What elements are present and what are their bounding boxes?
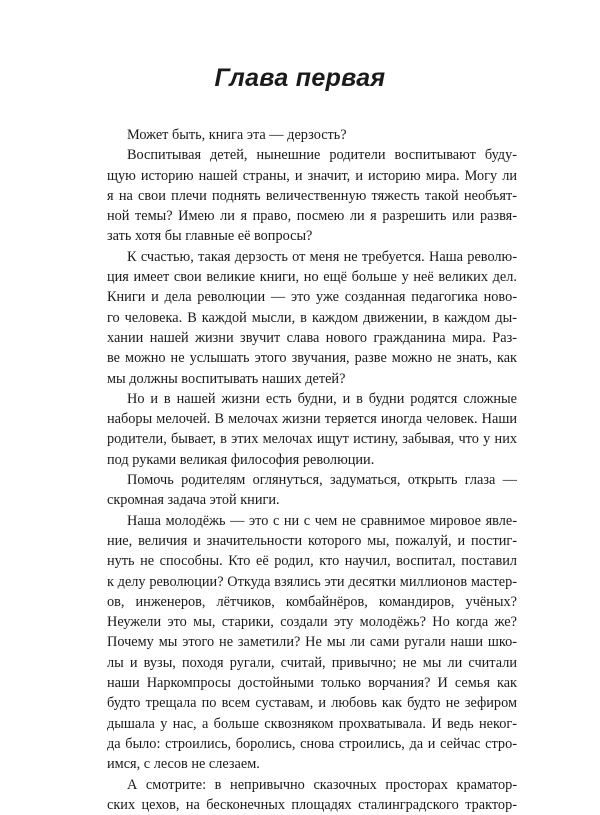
- text-line: под руками великая философия революции.: [107, 451, 375, 468]
- text-line: Но и в нашей жизни есть будни, и в будни родятся сложные: [127, 390, 517, 407]
- text-line: к делу революции? Откуда взялись эти десятки миллионов мастер-: [107, 573, 517, 590]
- text-line: Может быть, книга эта — дерзость?: [127, 127, 347, 143]
- text-line: наборы мелочей. В мелочах жизни теряется иногда человек. Наши: [107, 411, 517, 428]
- text-line: К счастью, такая дерзость от меня не требуется. Наша револю-: [127, 248, 517, 265]
- text-line: хании нашей жизни звучит слава нового гражданина мира. Раз-: [107, 329, 517, 346]
- text-line: Наша молодёжь — это с ни с чем не сравнимое мировое явле-: [127, 512, 517, 529]
- text-line: Помочь родителям оглянуться, задуматься, открыть глаза —: [127, 472, 517, 489]
- text-line: ов, инженеров, лётчиков, комбайнёров, командиров, учёных?: [107, 593, 517, 610]
- text-line: ция имеет свои великие книги, но ещё больше у неё великих дел.: [107, 269, 517, 286]
- text-line: мы должны воспитывать наших детей?: [107, 370, 346, 387]
- body-text: [107, 125, 517, 815]
- text-line: я на свои плечи поднять величественную тяжесть такой необъят-: [107, 187, 517, 204]
- text-line: А смотрите: в непривычно сказочных просторах краматор-: [127, 776, 517, 793]
- text-line: Неужели это мы, старики, создали эту молодёжь? Но когда же?: [107, 614, 517, 631]
- text-line: ной темы? Имею ли я право, посмею ли я разрешить или развя-: [107, 208, 517, 225]
- text-line: родители, бывает, в этих мелочах ищут истину, забывая, что у них: [107, 431, 517, 448]
- text-line: зать хотя бы главные её вопросы?: [107, 228, 313, 245]
- text-line: Почему мы этого не заметили? Не мы ли сами ругали наши шко-: [107, 634, 517, 651]
- text-line: наши Наркомпросы достойными только ворчания? И семья как: [107, 675, 517, 692]
- text-line: ских цехов, на бесконечных площадях сталинградского трактор-: [107, 796, 517, 813]
- text-line: ние, величия и значительности которого мы, пожалуй, и постиг-: [107, 532, 517, 549]
- text-line: щую историю нашей страны, и значит, и историю мира. Могу ли: [107, 167, 517, 184]
- text-line: нуть не способны. Кто её родил, кто научил, воспитал, поставил: [107, 553, 517, 570]
- text-line: Книги и дела революции — это уже созданная педагогика ново-: [107, 289, 517, 306]
- text-line: имся, с лесов не слезаем.: [107, 756, 260, 773]
- text-line: го человека. В каждой мысли, в каждом движении, в каждом ды-: [107, 309, 517, 326]
- text-line: будто трещала по всем суставам, и любовь как будто не зефиром: [107, 695, 517, 712]
- text-line: скромная задача этой книги.: [107, 492, 280, 509]
- text-line: дышала у нас, а больше сквозняком прохватывала. И ведь неког-: [107, 715, 517, 732]
- text-line: Воспитывая детей, нынешние родители воспитывают буду-: [127, 147, 517, 164]
- chapter-title: Глава первая: [214, 64, 386, 92]
- text-line: да было: строились, боролись, снова строились, да и сейчас стро-: [107, 735, 517, 752]
- text-line: лы и вузы, походя ругали, считай, привычно; не мы ли считали: [107, 654, 517, 671]
- text-line: ве можно не услышать этого звучания, разве можно не знать, как: [107, 350, 517, 367]
